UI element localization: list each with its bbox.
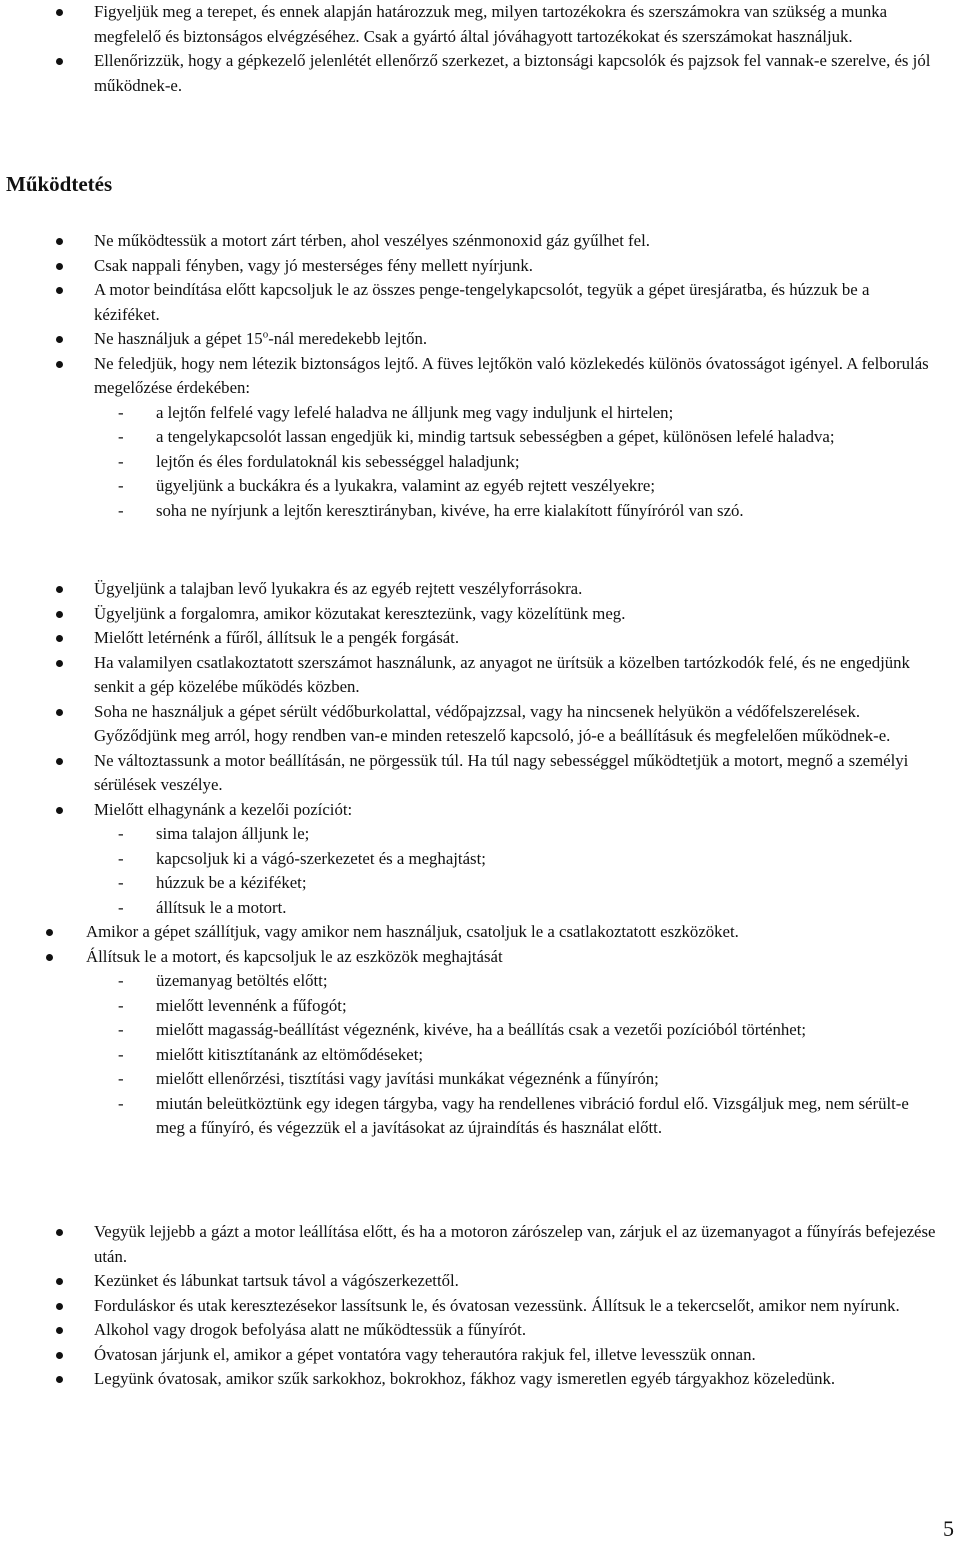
bullet-icon xyxy=(56,287,63,294)
list-item: Ha valamilyen csatlakoztatott szerszámot használunk, az anyagot ne ürítsük a közelben tartózkodók felé, és ne engedjünk senkit a gép közelébe működés közben. xyxy=(0,651,936,700)
bullet-icon xyxy=(56,9,63,16)
list-item: Ne változtassunk a motor beállításán, ne pörgessük túl. Ha túl nagy sebességgel működtetjük a motort, megnő a személyi sérülések veszélye. xyxy=(0,749,936,798)
list-item: Ne feledjük, hogy nem létezik biztonságos lejtő. A füves lejtőkön való közlekedés különös óvatosságot igényel. A felborulás megelőzése érdekében: xyxy=(0,352,936,401)
sub-item: - mielőtt magasság-beállítást végeznénk, kivéve, ha a beállítás csak a vezetői pozícióból történhet; xyxy=(118,1020,807,1039)
sub-item: - üzemanyag betöltés előtt; xyxy=(118,971,328,990)
list-item: Ügyeljünk a talajban levő lyukakra és az egyéb rejtett veszélyforrásokra. xyxy=(0,577,936,602)
bullet-icon xyxy=(56,709,63,716)
bullet-icon xyxy=(56,807,63,814)
bullet-icon xyxy=(56,586,63,593)
list-item: Amikor a gépet szállítjuk, vagy amikor nem használjuk, csatoljuk le a csatlakoztatott eszközöket. xyxy=(0,920,936,945)
bullet-icon xyxy=(56,1327,63,1334)
sub-item: - mielőtt ellenőrzési, tisztítási vagy javítási munkákat végeznénk a fűnyírón; xyxy=(118,1069,659,1088)
list-item: Soha ne használjuk a gépet sérült védőburkolattal, védőpajzzsal, vagy ha nincsenek helyükön a védőfelszerelések. Győződjünk meg arról, hogy rendben van-e minden reteszelő kapcsoló, jó-e a beállításuk és megfelelően működnek-e. xyxy=(0,700,936,749)
bullet-icon xyxy=(56,660,63,667)
list-item: Figyeljük meg a terepet, és ennek alapján határozzuk meg, milyen tartozékokra és szerszámokra van szükség a munka megfelelő és biztonságos elvégzéséhez. Csak a gyártó által jóváhagyott tartozékokat és szerszámokat használjuk. xyxy=(0,0,936,49)
sub-item: - kapcsoljuk ki a vágó-szerkezetet és a meghajtást; xyxy=(118,848,486,868)
sub-item: - mielőtt levennénk a fűfogót; xyxy=(118,995,347,1015)
sub-item: - miután beleütköztünk egy idegen tárgyba, vagy ha rendellenes vibráció fordul elő. Vizsgáljuk meg, nem sérült-e meg a fűnyíró, és végezzük el a javításokat az újraindítás és használat előtt. xyxy=(118,1093,909,1137)
sub-item: - sima talajon álljunk le; xyxy=(118,824,310,843)
bullet-icon xyxy=(46,929,53,936)
bullet-icon xyxy=(56,1376,63,1383)
bullet-icon xyxy=(46,954,53,961)
hazard-list xyxy=(0,577,936,1141)
bullet-icon xyxy=(56,361,63,368)
top-list xyxy=(0,0,936,98)
bullet-icon xyxy=(56,1278,63,1285)
bullet-icon xyxy=(56,58,63,65)
list-item: Alkohol vagy drogok befolyása alatt ne működtessük a fűnyírót. xyxy=(0,1318,936,1343)
list-item: Ne használjuk a gépet 15$^o$-nál meredekebb lejtőn. xyxy=(0,327,936,352)
final-list xyxy=(0,1220,936,1392)
page-number: 5 xyxy=(943,1516,954,1541)
bullet-icon xyxy=(56,1303,63,1310)
sub-item: - lejtőn és éles fordulatoknál kis sebességgel haladjunk; xyxy=(118,451,520,471)
list-item: Óvatosan járjunk el, amikor a gépet vontatóra vagy teherautóra rakjuk fel, illetve levesszük onnan. xyxy=(0,1343,936,1368)
sub-item: - a lejtőn felfelé vagy lefelé haladva ne álljunk meg vagy induljunk el hirtelen; xyxy=(118,402,674,422)
bullet-icon xyxy=(56,238,63,245)
operation-list xyxy=(0,229,936,523)
bullet-icon xyxy=(56,1352,63,1359)
list-item: Csak nappali fényben, vagy jó mesterséges fény mellett nyírjunk. xyxy=(0,254,936,279)
sub-item: - mielőtt kitisztítanánk az eltömődéseket; xyxy=(118,1044,424,1064)
bullet-icon xyxy=(56,263,63,270)
bullet-icon xyxy=(56,611,63,618)
sub-item: - a tengelykapcsolót lassan engedjük ki, mindig tartsuk sebességben a gépet, különösen lefelé haladva; xyxy=(118,427,835,446)
section-title: Működtetés xyxy=(6,172,113,196)
list-item: Mielőtt letérnénk a fűről, állítsuk le a pengék forgását. xyxy=(0,626,936,651)
bullet-icon xyxy=(56,1229,63,1236)
list-item: Kezünket és lábunkat tartsuk távol a vágószerkezettől. xyxy=(0,1269,936,1294)
sub-item: - húzzuk be a kéziféket; xyxy=(118,873,307,892)
sub-item: - ügyeljünk a buckákra és a lyukakra, valamint az egyéb rejtett veszélyekre; xyxy=(118,476,656,495)
list-item: Vegyük lejjebb a gázt a motor leállítása előtt, és ha a motoron zárószelep van, zárjuk el az üzemanyagot a fűnyírás befejezése után. xyxy=(0,1220,936,1269)
list-item: Állítsuk le a motort, és kapcsoljuk le az eszközök meghajtását xyxy=(0,945,936,970)
list-item: Ügyeljünk a forgalomra, amikor közutakat keresztezünk, vagy közelítünk meg. xyxy=(0,602,936,627)
list-item: Forduláskor és utak keresztezésekor lassítsunk le, és óvatosan vezessünk. Állítsuk le a tekercselőt, amikor nem nyírunk. xyxy=(0,1294,936,1319)
list-item: Ellenőrizzük, hogy a gépkezelő jelenlétét ellenőrző szerkezet, a biztonsági kapcsolók és pajzsok fel vannak-e szerelve, és jól működnek-e. xyxy=(0,49,936,98)
sub-item: - soha ne nyírjunk a lejtőn keresztirányban, kivéve, ha erre kialakított fűnyíróról van szó. xyxy=(118,500,744,520)
bullet-icon xyxy=(56,758,63,765)
list-item: A motor beindítása előtt kapcsoljuk le az összes penge-tengelykapcsolót, tegyük a gépet üresjáratba, és húzzuk be a kéziféket. xyxy=(0,278,936,327)
bullet-icon xyxy=(56,336,63,343)
list-item: Ne működtessük a motort zárt térben, ahol veszélyes szénmonoxid gáz gyűlhet fel. xyxy=(0,229,936,254)
list-item: Mielőtt elhagynánk a kezelői pozíciót: xyxy=(0,798,936,823)
bullet-icon xyxy=(56,635,63,642)
sub-item: - állítsuk le a motort. xyxy=(118,897,287,917)
list-item: Legyünk óvatosak, amikor szűk sarkokhoz, bokrokhoz, fákhoz vagy ismeretlen egyéb tárgyakhoz közeledünk. xyxy=(0,1367,936,1392)
